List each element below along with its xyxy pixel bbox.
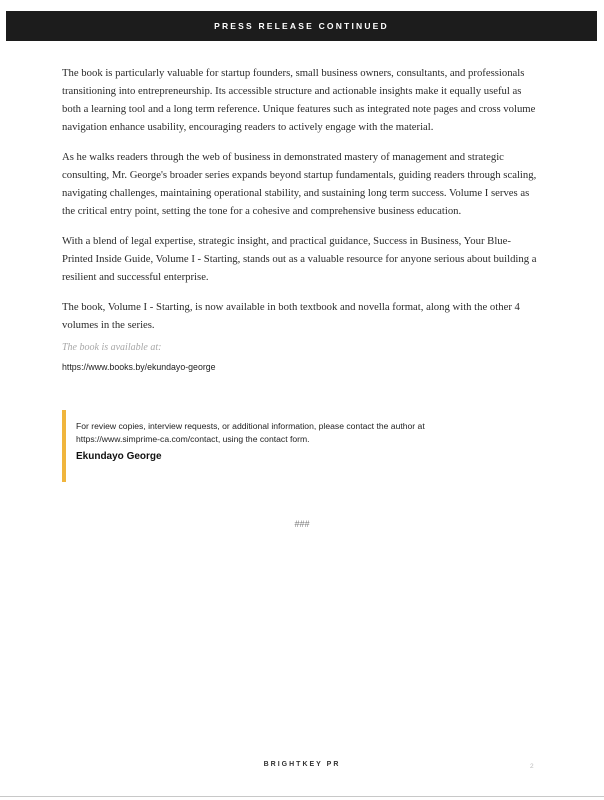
- contact-text: For review copies, interview requests, or additional information, please contact the author at https://www.simprime-ca.com/contact, using the contact form.: [76, 421, 425, 444]
- body-paragraph-4: The book, Volume I - Starting, is now available in both textbook and novella format, along with the other 4 volumes in the series.: [62, 301, 520, 331]
- body-text: [62, 64, 540, 346]
- end-separator: ###: [294, 519, 310, 529]
- body-paragraph-3: With a blend of legal expertise, strategic insight, and practical guidance, Success in Business, Your Blue-Printed Inside Guide, Volume I - Starting, stands out as a valuable resource for anyone serious about building a resilient and successful enterprise.: [62, 235, 537, 283]
- header-bar: [6, 11, 597, 41]
- page-number: 2: [530, 763, 534, 770]
- footer-brand: BRIGHTKEY PR: [263, 761, 341, 768]
- header-title: PRESS RELEASE CONTINUED: [214, 21, 389, 31]
- contact-name: Ekundayo George: [76, 451, 162, 462]
- availability-label: The book is available at:: [62, 342, 162, 353]
- body-paragraph-2: As he walks readers through the web of business in demonstrated mastery of management and strategic consulting, Mr. George's broader series expands beyond startup fundamentals, guiding readers through scaling, navigating challenges, maintaining operational stability, and sustaining long term success. Volume I serves as the critical entry point, setting the tone for a cohesive and comprehensive business education.: [62, 151, 537, 217]
- body-paragraph-1: The book is particularly valuable for startup founders, small business owners, consultants, and professionals transitioning into entrepreneurship. Its accessible structure and actionable insights make it equally useful as both a learning tool and a long term reference. Unique features such as integrated note pages and cross volume navigation enhance usability, encouraging readers to actively engage with the material.: [62, 67, 536, 133]
- availability-link[interactable]: https://www.books.by/ekundayo-george: [62, 362, 216, 372]
- bottom-rule: [0, 796, 604, 797]
- contact-callout: [62, 410, 462, 482]
